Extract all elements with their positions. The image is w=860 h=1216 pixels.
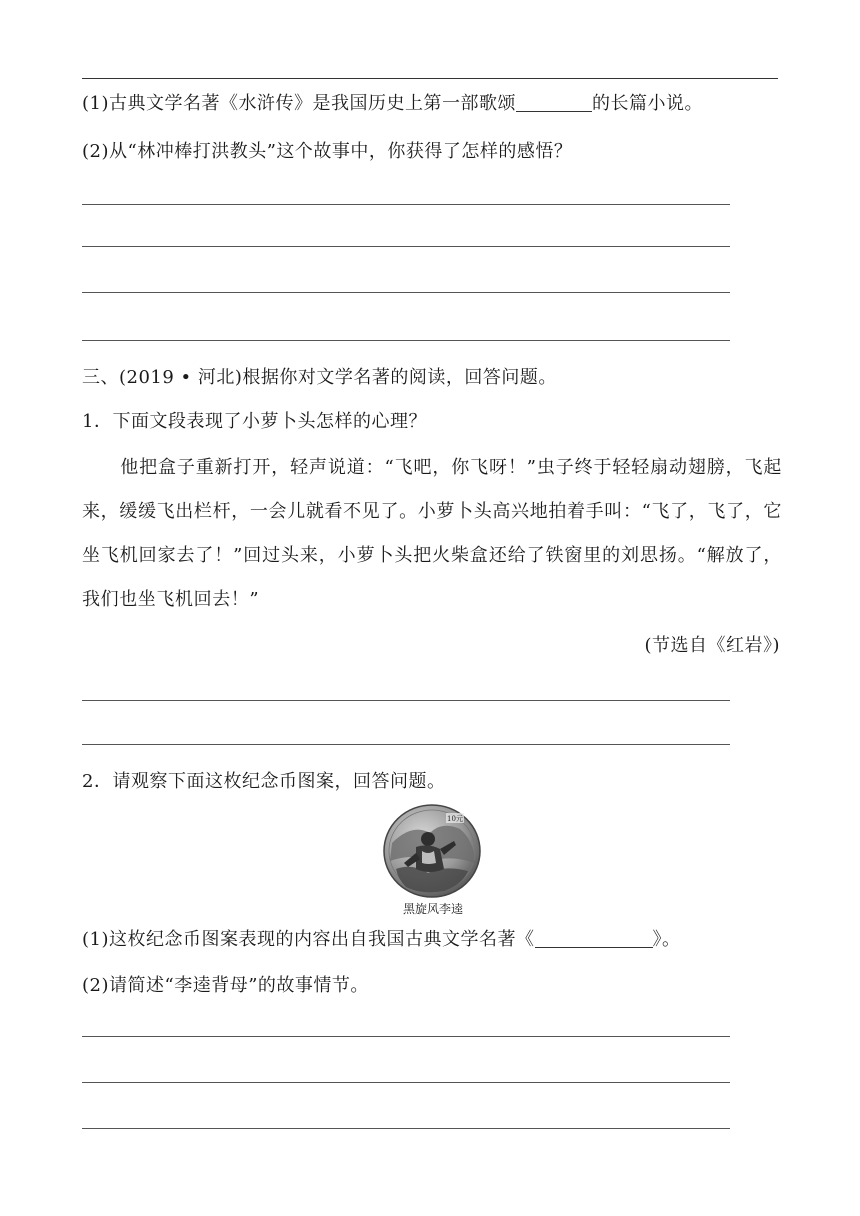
section3-q2-prompt: 2．请观察下面这枚纪念币图案，回答问题。 [82,771,446,792]
section3-heading: 三、(2019 • 河北)根据你对文学名著的阅读，回答问题。 [82,367,557,388]
passage [82,446,782,622]
answer-line[interactable] [82,246,730,247]
section3-q2-sub1 [82,928,681,952]
q1-sub1-text-before: (1)古典文学名著《水浒传》是我国历史上第一部歌颂 [82,93,516,114]
answer-line[interactable] [82,292,730,293]
q1-sub1-blank[interactable] [516,93,592,112]
coin-figure [378,803,488,918]
coin-caption: 黑旋风李逵 [402,902,463,916]
answer-line[interactable] [82,1082,730,1083]
answer-line[interactable] [82,744,730,745]
answer-line[interactable] [82,1128,730,1129]
section3-q2-sub2: (2)请简述“李逵背母”的故事情节。 [82,975,369,996]
commemorative-coin-icon [382,803,482,899]
q2-sub1-blank[interactable] [535,929,653,948]
passage-text: 他把盒子重新打开，轻声说道：“飞吧，你飞呀！”虫子终于轻轻扇动翅膀，飞起来，缓缓飞出栏杆，一会儿就看不见了。小萝卜头高兴地拍着手叫：“飞了，飞了，它坐飞机回家去了！”回过头来，小萝卜头把火柴盒还给了铁窗里的刘思扬。“解放了，我们也坐飞机回去！” [82,457,782,610]
passage-source: (节选自《红岩》) [644,635,780,656]
q1-sub2: (2)从“林冲棒打洪教头”这个故事中，你获得了怎样的感悟？ [82,141,573,162]
section3-q1-prompt: 1．下面文段表现了小萝卜头怎样的心理？ [82,411,427,432]
q2-sub1-text-before: (1)这枚纪念币图案表现的内容出自我国古典文学名著《 [82,929,535,950]
answer-line[interactable] [82,1036,730,1037]
answer-line[interactable] [82,204,730,205]
coin-denomination: 10元 [447,815,463,823]
top-divider [82,78,778,79]
q2-sub1-text-after: 》。 [652,929,681,950]
answer-line[interactable] [82,340,730,341]
q1-sub1 [82,92,703,116]
q1-sub1-text-after: 的长篇小说。 [592,93,703,114]
answer-line[interactable] [82,700,730,701]
